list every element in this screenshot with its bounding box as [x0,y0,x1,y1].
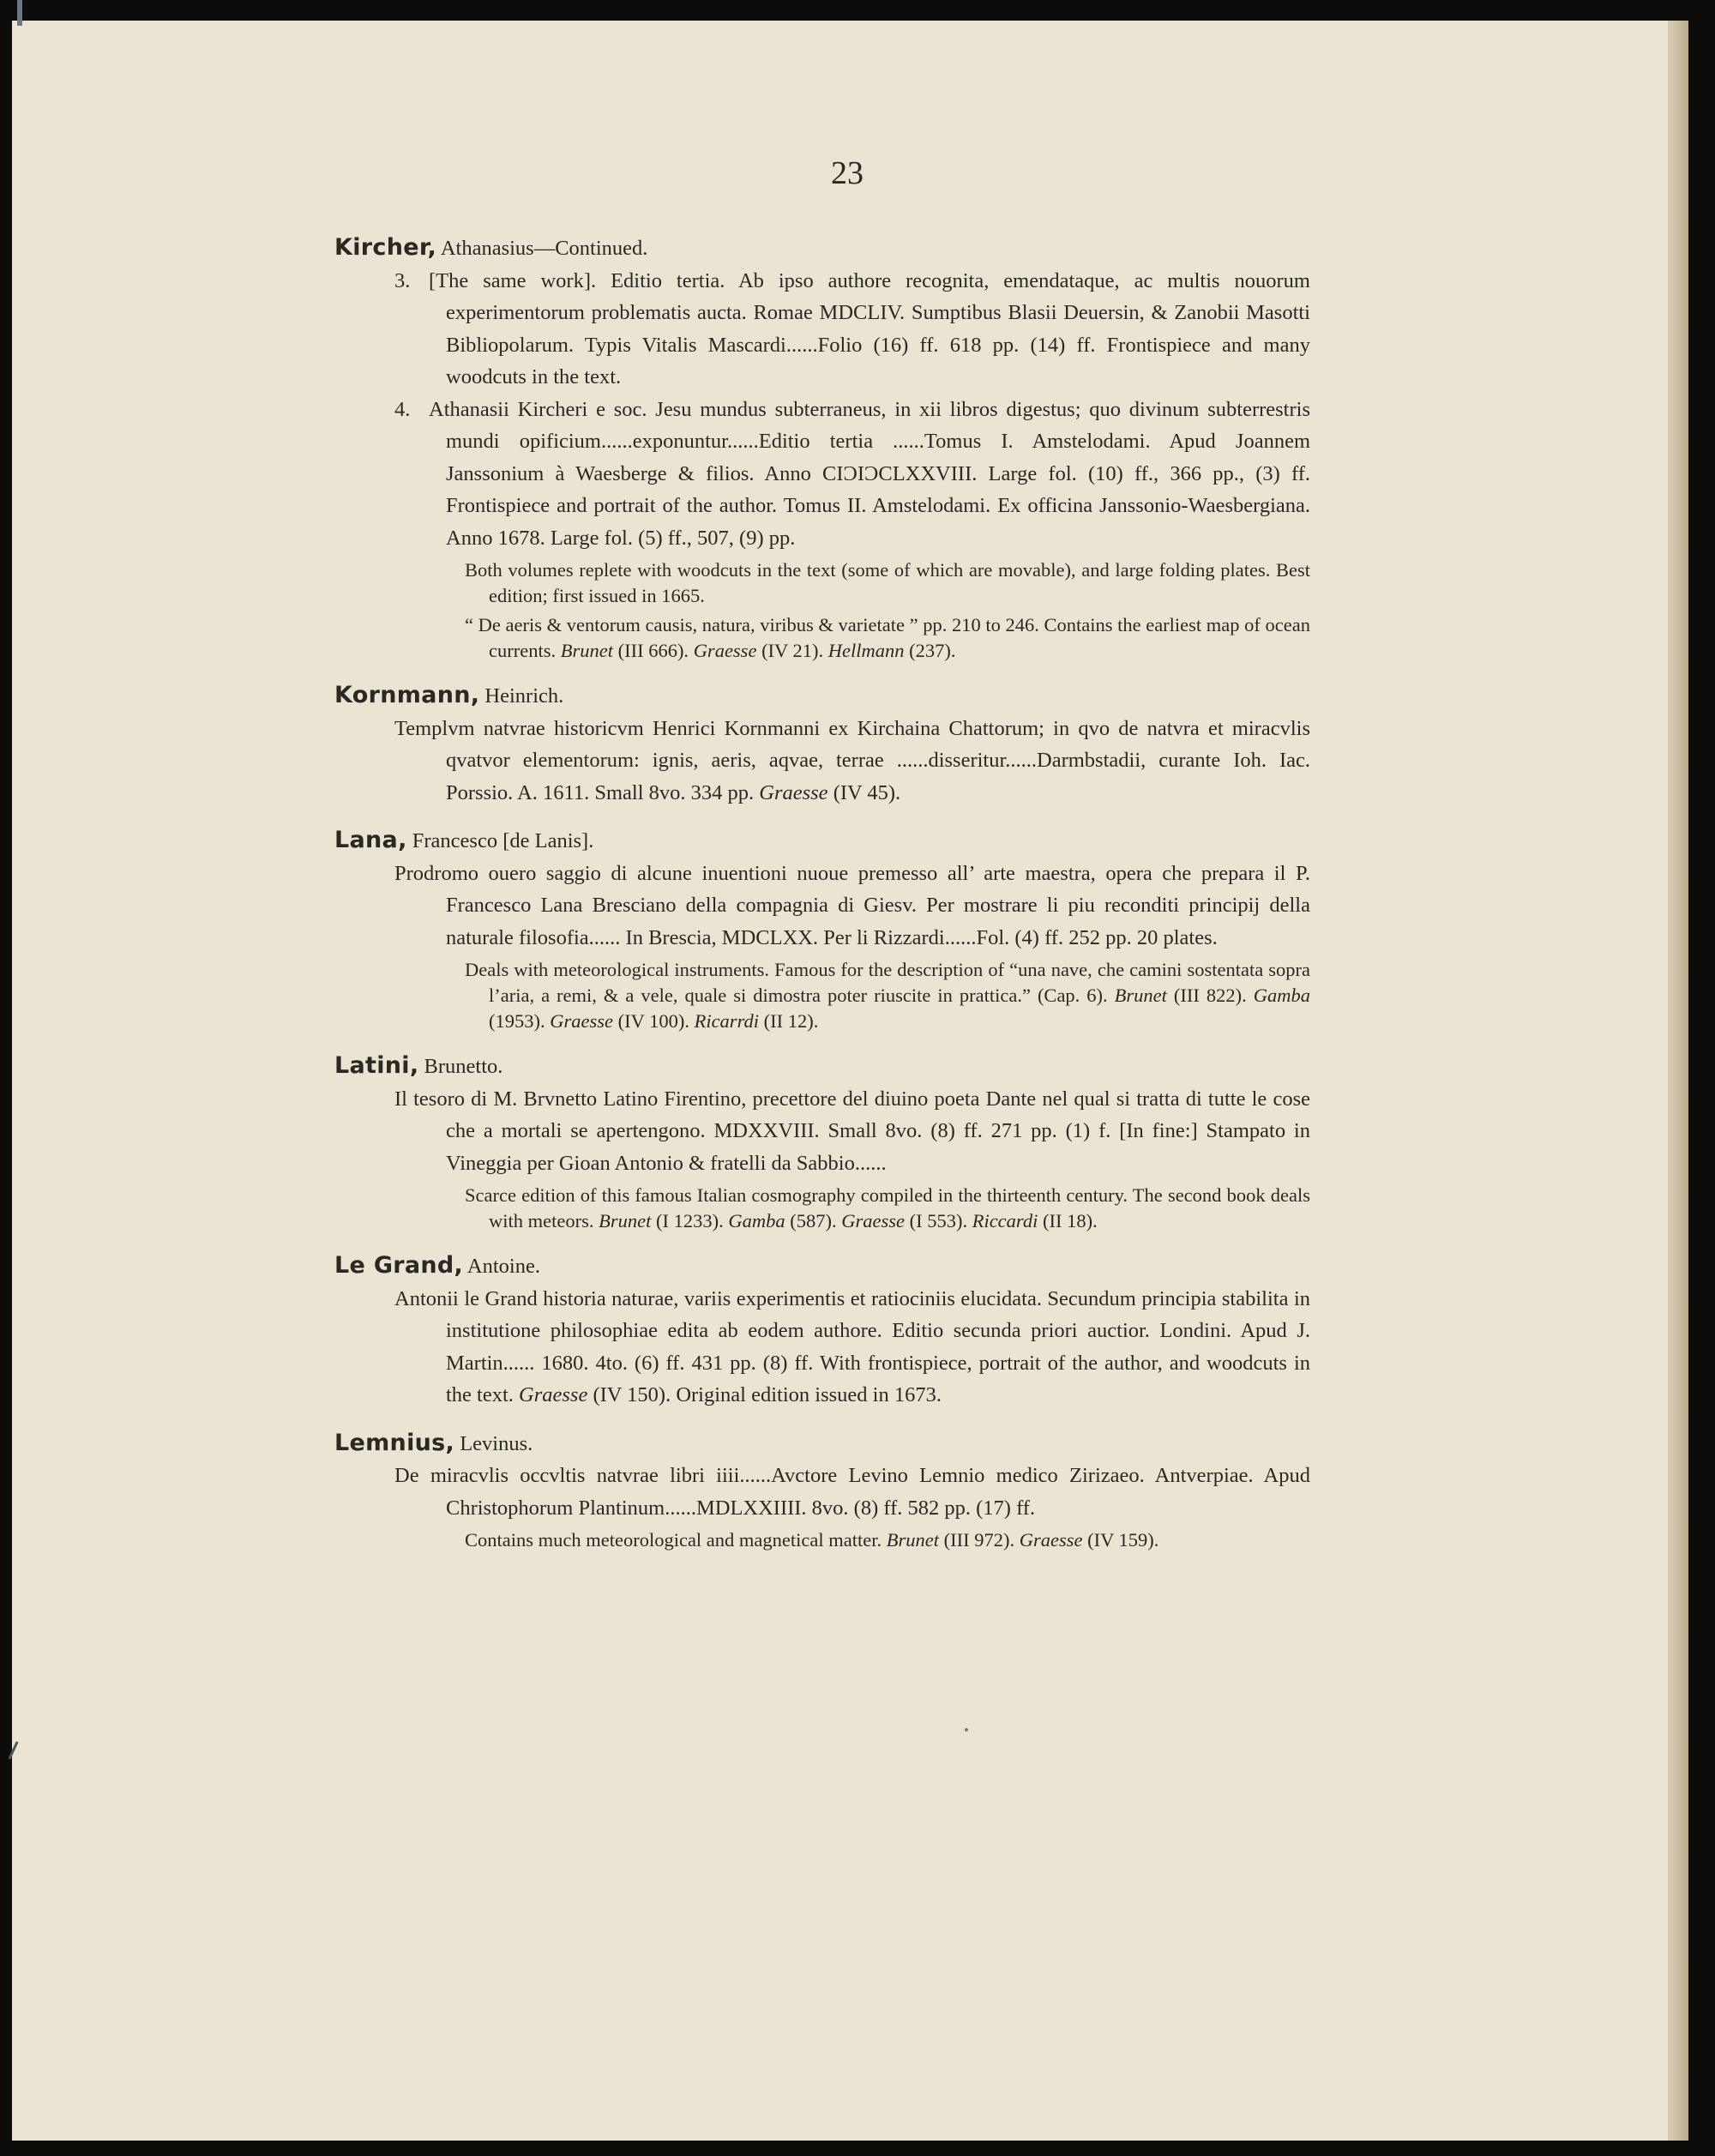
work-text: [The same work]. Editio tertia. Ab ipso authore recognita, emendataque, ac multis nouorum experimentorum problematis aucta. Romae MDCLIV. Sumptibus Blasii Deuersin, & Zanobii Masotti Bibliopolarum. Typis Vitalis Mascardi......Folio (16) ff. 618 pp. (14) ff. Frontispiece and many woodcuts in the text. [429,268,1310,388]
note-text: Contains much meteorological and magnetical matter. [465,1529,882,1551]
note-ref-value: (237). [909,640,956,661]
note-ref-value: (II 18). [1042,1210,1098,1232]
entry-heading [334,232,1310,265]
note-ref: Graesse [693,640,757,661]
scan-border-bottom [0,2141,1715,2156]
entry-work [394,265,1310,394]
entry-author: Lana, [334,827,407,853]
entry-author-name: Athanasius—Continued. [436,237,648,260]
entry-author: Le Grand, [334,1252,464,1279]
work-ref-value: (IV 150). [593,1383,671,1406]
entry-note [465,1183,1310,1234]
entry-lana [334,824,1311,1034]
entry-work [394,1283,1310,1412]
entry-heading [334,1427,1310,1460]
note-ref: Brunet [1114,985,1167,1006]
work-text-tail: Original edition issued in 1673. [671,1383,942,1406]
entry-heading [334,1250,1310,1283]
work-ref-value: (IV 45). [833,780,901,804]
work-text: Antonii le Grand historia naturae, variis experimentis et ratiociniis elucidata. Secundum principia stabilita in institutione philosophiae edita ab eodem authore. Editio secunda priori auctior. Londini. Apud J. Martin...... 1680. 4to. (6) ff. 431 pp. (8) ff. With frontispiece, portrait of the author, and woodcuts in the text. [394,1286,1310,1406]
entry-work [394,394,1310,555]
entry-kircher [334,232,1310,664]
work-text: De miracvlis occvltis natvrae libri iiii......Avctore Levino Lemnio medico Zirizaeo. Antverpiae. Apud Christophorum Plantinum......MDLXXIIII. 8vo. (8) ff. 582 pp. (17) ff. [394,1464,1310,1520]
note-text: “ De aeris & ventorum causis, natura, viribus & varietate ” pp. 210 to 246. Contains the earliest map of ocean currents. [465,614,1310,661]
entry-note [465,1527,1310,1553]
note-ref: Riccardi [972,1210,1038,1232]
note-ref-value: (587). [790,1210,837,1232]
entry-author: Latini, [334,1052,419,1079]
note-ref-value: (II 12). [763,1010,819,1032]
note-ref-value: (III 666). [617,640,689,661]
work-text: Athanasii Kircheri e soc. Jesu mundus subterraneus, in xii libros digestus; quo divinum subterrestris mundi opificium......exponuntur......Editio tertia ......Tomus I. Amstelodami. Apud Joannem Janssonium à Waesberge & filios. Anno CIϽIϽCLXXVIII. Large fol. (10) ff., 366 pp., (3) ff. Frontispiece and portrait of the author. Tomus II. Amstelodami. Ex officina Janssonio-Waesbergiana. Anno 1678. Large fol. (5) ff., 507, (9) pp. [429,397,1310,550]
entry-work [394,1460,1310,1524]
entry-le-grand [334,1250,1310,1412]
note-ref: Hellmann [827,640,905,661]
note-text: Both volumes replete with woodcuts in the text (some of which are movable), and large folding plates. Best edition; first issued in 1665. [465,559,1310,606]
note-ref-value: (1953). [489,1010,545,1032]
work-text: Templvm natvrae historicvm Henrici Kornmanni ex Kirchaina Chattorum; in qvo de natvra et miracvlis qvatvor elementorum: ignis, aeris, aqvae, terrae ......disseritur......Darmbstadii, curante Ioh. Iac. Porssio. A. 1611. Small 8vo. 334 pp. [394,716,1310,804]
note-ref-value: (IV 159). [1087,1529,1159,1551]
entry-author: Kircher, [334,234,437,261]
scan-edge-strip [17,0,22,26]
note-ref-value: (III 972). [943,1529,1015,1551]
work-number: 4. [394,397,411,421]
note-text: Scarce edition of this famous Italian cosmography compiled in the thirteenth century. The second book deals with meteors. [465,1184,1310,1232]
note-ref: Gamba [1253,985,1311,1006]
note-ref-value: (IV 21). [761,640,824,661]
work-ref: Graesse [759,780,828,804]
paper-speck [965,1728,968,1731]
note-ref-value: (I 1233). [655,1210,724,1232]
note-text: Deals with meteorological instruments. Famous for the description of “una nave, che camini sostentata sopra l’aria, a remi, & a vele, quale si dimostra poter riuscite in prattica.” (Cap. 6). [465,959,1310,1006]
note-ref: Gamba [728,1210,785,1232]
entry-note [465,557,1310,609]
entry-heading [334,824,1310,858]
note-ref: Graesse [1019,1529,1083,1551]
note-ref: Graesse [841,1210,905,1232]
entry-heading [334,1050,1310,1083]
entry-author-name: Brunetto. [418,1055,503,1078]
entry-author-name: Levinus. [454,1431,533,1455]
entry-author-name: Heinrich. [479,684,564,708]
entry-work [394,858,1310,955]
page-number: 23 [831,155,864,191]
entry-author: Lemnius, [334,1429,455,1456]
entry-heading [334,679,1310,713]
scan-border-right [1688,0,1715,2156]
entry-kornmann [334,679,1310,809]
work-ref: Graesse [519,1383,588,1406]
note-ref: Brunet [599,1210,652,1232]
entry-note [465,612,1310,664]
page-spine-shadow [1668,0,1688,2156]
entry-author-name: Antoine. [463,1255,540,1278]
entry-author: Kornmann, [334,682,480,708]
work-text: Il tesoro di M. Brvnetto Latino Firentino, precettore del diuino poeta Dante nel qual si tratta di tutte le cose che a mortali se apertengono. MDXXVIII. Small 8vo. (8) ff. 271 pp. (1) f. [In fine:] Stampato in Vineggia per Gioan Antonio & fratelli da Sabbio...... [394,1087,1310,1175]
entry-note [465,957,1310,1034]
entry-work [394,713,1310,810]
scan-border-left [0,0,12,2156]
note-ref: Brunet [560,640,613,661]
entry-work [394,1083,1310,1180]
bibliography-content [334,154,1311,1553]
entry-latini [334,1050,1310,1234]
work-number: 3. [394,268,411,292]
note-ref-value: (I 553). [909,1210,968,1232]
note-ref: Ricarrdi [694,1010,759,1032]
note-ref-value: (IV 100). [617,1010,689,1032]
scan-border-top [0,0,1715,21]
note-ref-value: (III 822). [1173,985,1247,1006]
entry-lemnius [334,1427,1310,1554]
note-ref: Graesse [550,1010,613,1032]
work-text: Prodromo ouero saggio di alcune inuentioni nuoue premesso all’ arte maestra, opera che prepara il P. Francesco Lana Bresciano della compagnia di Giesv. Per mostrare li piu reconditi principij della naturale filosofia...... In Brescia, MDCLXX. Per li Rizzardi......Fol. (4) ff. 252 pp. 20 plates. [394,861,1310,949]
entry-author-name: Francesco [de Lanis]. [406,829,594,852]
note-ref: Brunet [886,1529,939,1551]
